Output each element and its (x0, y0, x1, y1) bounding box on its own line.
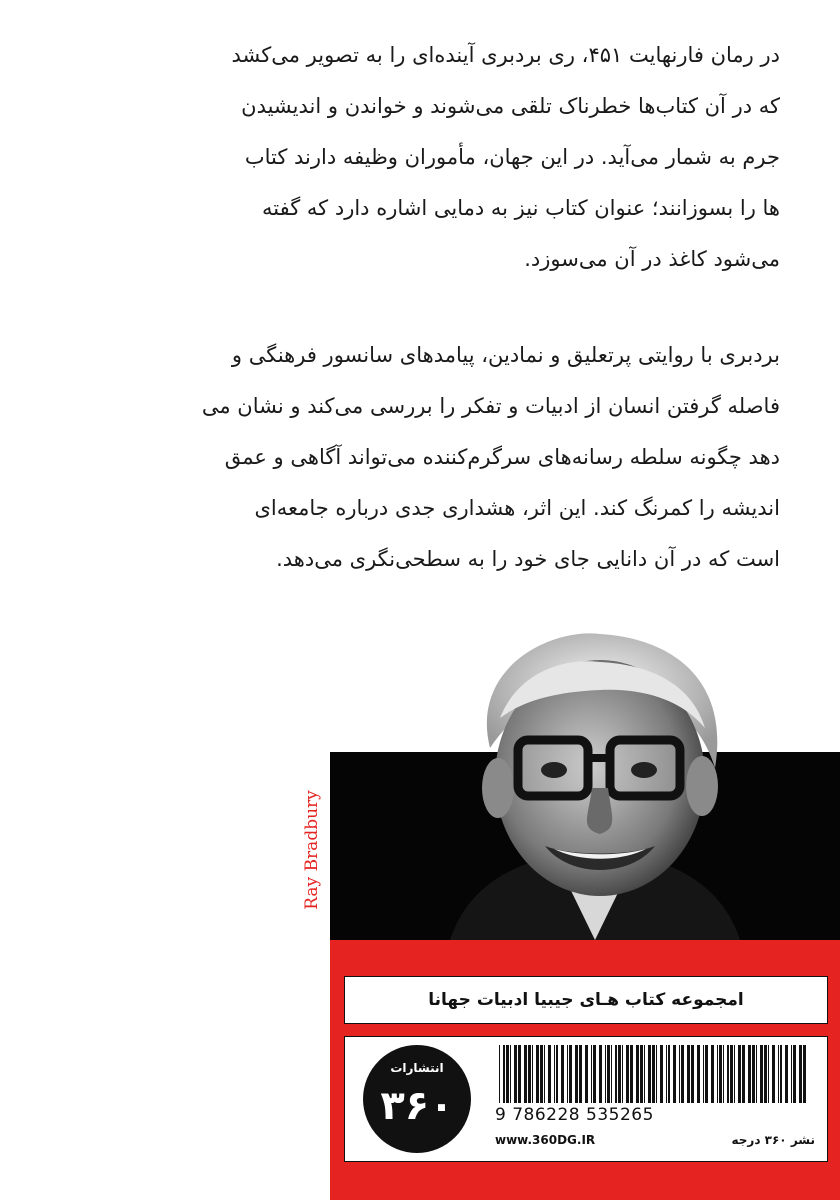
publisher-logo-text: انتشارات (390, 1061, 444, 1075)
author-portrait (430, 628, 760, 940)
publisher-name: نشر ۳۶۰ درجه (731, 1133, 815, 1147)
author-name: Ray Bradbury (302, 790, 322, 910)
publisher-website: www.360DG.IR (495, 1133, 596, 1147)
paragraph-line: است که در آن دانایی جای خود را به سطحی‌نگری می‌دهد. (276, 547, 780, 571)
paragraph-line: دهد چگونه سلطه رسانه‌های سرگرم‌کننده می‌تواند آگاهی و عمق (224, 445, 780, 469)
paragraph-line: که در آن کتاب‌ها خطرناک تلقی می‌شوند و خواندن و اندیشیدن (241, 94, 780, 118)
barcode-number: 9 786228 535265 (495, 1105, 654, 1125)
publisher-logo-number: ۳۶۰ (380, 1083, 454, 1129)
series-label: امجموعه کتاب هـای جیبیا ادبیات جهانا (344, 976, 828, 1024)
paragraph-line: ها را بسوزانند؛ عنوان کتاب نیز به دمایی اشاره دارد که گفته (262, 196, 780, 220)
paragraph-line: می‌شود کاغذ در آن می‌سوزد. (524, 247, 780, 271)
paragraph-line: فاصله گرفتن انسان از ادبیات و تفکر را بررسی می‌کند و نشان می (201, 394, 780, 418)
paragraph-line: در رمان فارنهایت ۴۵۱، ری بردبری آینده‌ای را به تصویر می‌کشد (231, 43, 780, 67)
description-paragraph-1 (80, 30, 780, 285)
paragraph-line: اندیشه را کمرنگ کند. این اثر، هشداری جدی درباره جامعه‌ای (254, 496, 780, 520)
paragraph-line: بردبری با روایتی پرتعلیق و نمادین، پیامدهای سانسور فرهنگی و (231, 343, 780, 367)
description-paragraph-2 (80, 330, 780, 585)
publisher-logo (363, 1045, 471, 1153)
publisher-info (495, 1133, 815, 1147)
barcode-panel (344, 1036, 828, 1162)
paragraph-line: جرم به شمار می‌آید. در این جهان، مأموران وظیفه دارند کتاب (244, 145, 780, 169)
barcode-icon (495, 1045, 815, 1103)
